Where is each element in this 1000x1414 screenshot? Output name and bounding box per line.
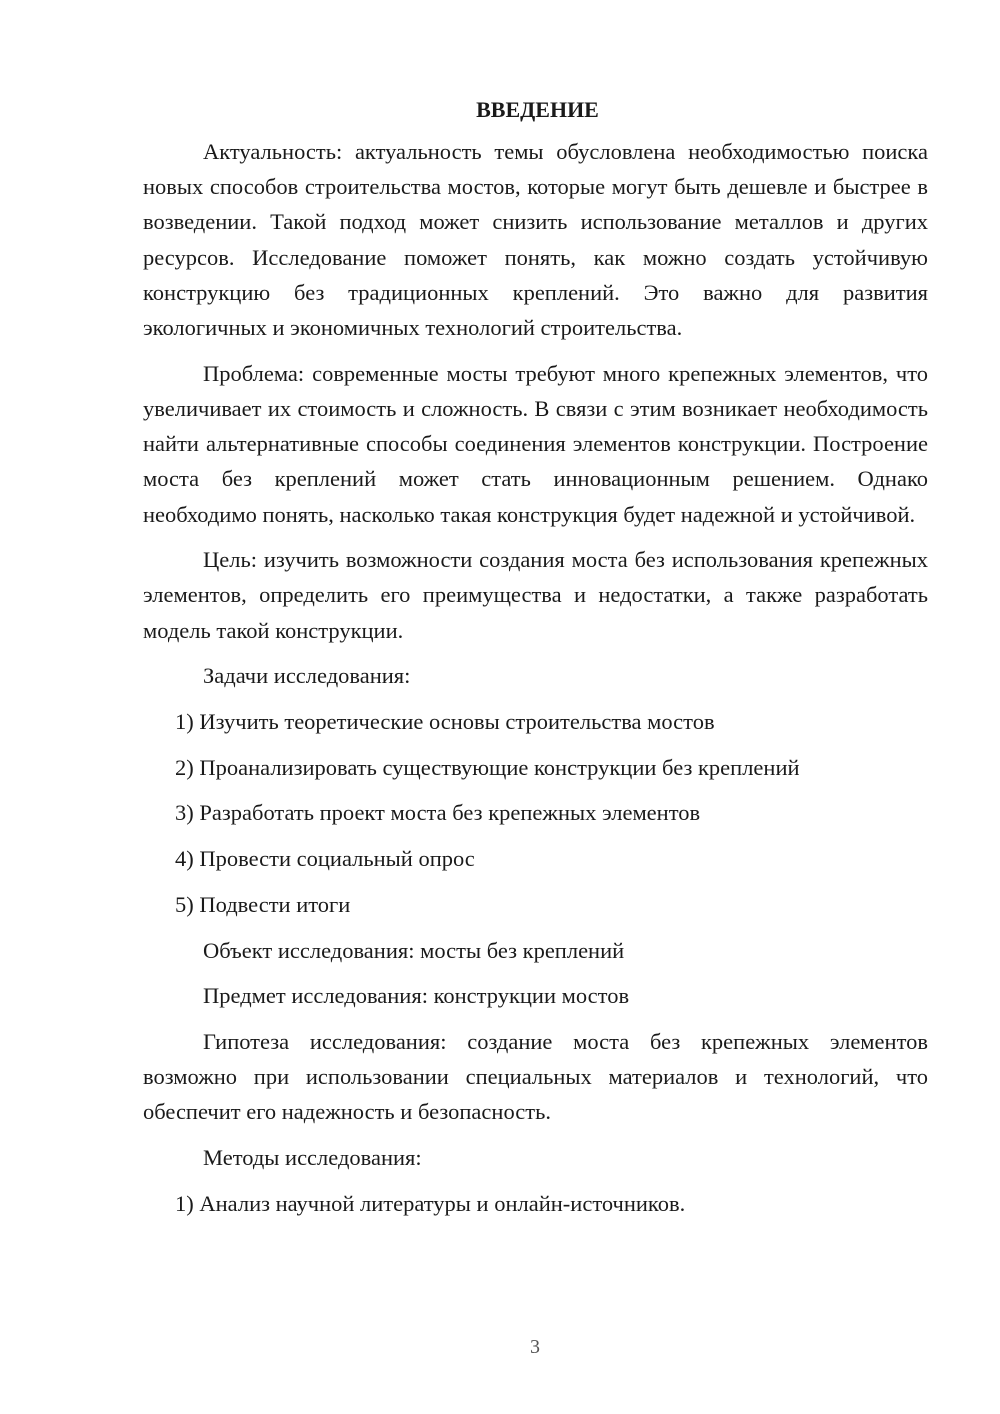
methods-heading: Методы исследования: [203, 1145, 422, 1171]
relevance-paragraph: Актуальность: актуальность темы обусловлена необходимостью поиска новых способов строительства мостов, которые могут быть дешевле и быстрее в возведении. Такой подход может снизить использование металлов и других ресурсов. Исследование поможет понять, как можно создать устойчивую конструкцию без традиционных креплений. Это важно для развития экологичных и экономичных технологий строительства. [143, 139, 928, 341]
list-item: 4) Провести социальный опрос [175, 846, 475, 872]
section-title: ВВЕДЕНИЕ [476, 97, 599, 122]
tasks-list [143, 704, 928, 922]
tasks-heading: Задачи исследования: [203, 663, 411, 689]
goal-paragraph: Цель: изучить возможности создания моста без использования крепежных элементов, определить его преимущества и недостатки, а также разработать модель такой конструкции. [143, 547, 928, 643]
page-content [143, 94, 928, 1231]
list-item: 1) Анализ научной литературы и онлайн-источников. [175, 1190, 686, 1216]
page-number: 3 [530, 1336, 540, 1358]
list-item: 3) Разработать проект моста без крепежных элементов [175, 800, 701, 826]
research-subject: Предмет исследования: конструкции мостов [203, 983, 630, 1009]
list-item: 5) Подвести итоги [175, 891, 351, 917]
hypothesis-paragraph: Гипотеза исследования: создание моста без крепежных элементов возможно при использовании специальных материалов и технологий, что обеспечит его надежность и безопасность. [143, 1028, 928, 1125]
methods-list [143, 1186, 928, 1221]
list-item: 1) Изучить теоретические основы строительства мостов [175, 709, 715, 735]
research-object: Объект исследования: мосты без креплений [203, 937, 625, 963]
problem-paragraph: Проблема: современные мосты требуют много крепежных элементов, что увеличивает их стоимость и сложность. В связи с этим возникает необходимость найти альтернативные способы соединения элементов конструкции. Построение моста без креплений может стать инновационным решением. Однако необходимо понять, насколько такая конструкция будет надежной и устойчивой. [143, 360, 928, 527]
list-item: 2) Проанализировать существующие конструкции без креплений [175, 754, 800, 780]
